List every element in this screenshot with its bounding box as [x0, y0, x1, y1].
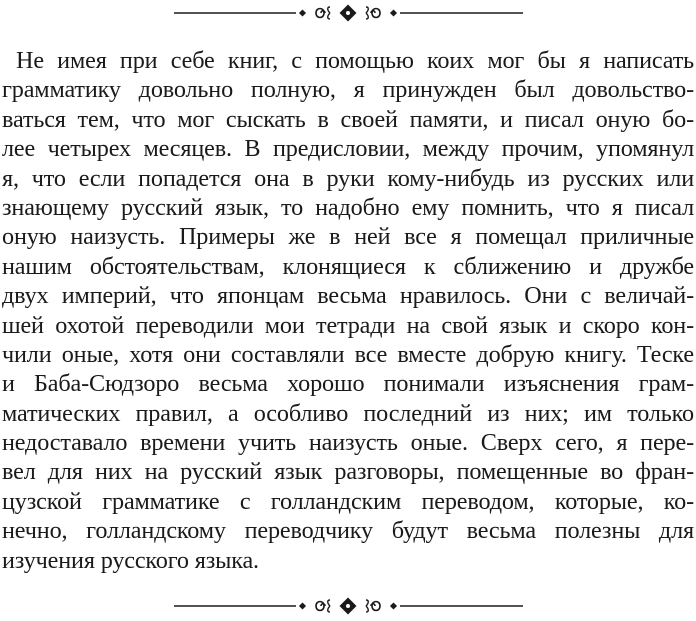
text-line: нашим обстоятельствам, клонящиеся к сближению и дружбе: [2, 252, 694, 280]
text-line: вел для них на русский язык разговоры, помещенные во фран-: [2, 458, 694, 486]
body-paragraph: [2, 46, 694, 575]
text-line: и Баба-Сюдзоро весьма хорошо понимали изъяснения грам-: [2, 370, 694, 398]
text-line: недоставало времени учить наизусть оные. Сверх сего, я пере-: [2, 429, 694, 457]
text-line: Не имея при себе книг, с помощью коих мог бы я написать: [16, 47, 694, 74]
text-line: матических правил, а особливо последний из них; им только: [2, 399, 694, 427]
text-line: лее четырех месяцев. В предисловии, между прочим, упомянул: [2, 135, 694, 163]
text-line: шей охотой переводили мои тетради на свой язык и скоро кон-: [2, 311, 694, 339]
text-line: цузской грамматике с голландским переводом, которые, ко-: [2, 487, 694, 515]
bottom-ornament-divider: [0, 593, 696, 621]
ornament-divider-icon: [0, 0, 696, 28]
text-line: оную наизусть. Примеры же в ней все я помещал приличные: [2, 223, 694, 251]
top-ornament-divider: [0, 0, 696, 28]
ornament-divider-icon: [0, 593, 696, 621]
text-line: чили оные, хотя они составляли все вместе добрую книгу. Теске: [2, 340, 694, 368]
text-line: ваться тем, что мог сыскать в своей памяти, и писал оную бо-: [2, 105, 694, 133]
text-line: изучения русского языка.: [2, 546, 259, 574]
text-line: нечно, голландскому переводчику будут весьма полезны для: [2, 517, 694, 545]
text-line: двух империй, что японцам весьма нравилось. Они с величай-: [2, 282, 694, 310]
text-line: я, что если попадется она в руки кому-нибудь из русских или: [2, 164, 694, 192]
text-line: знающему русский язык, то надобно ему помнить, что я писал: [2, 193, 694, 221]
text-line: грамматику довольно полную, я принужден был довольство-: [2, 76, 694, 104]
